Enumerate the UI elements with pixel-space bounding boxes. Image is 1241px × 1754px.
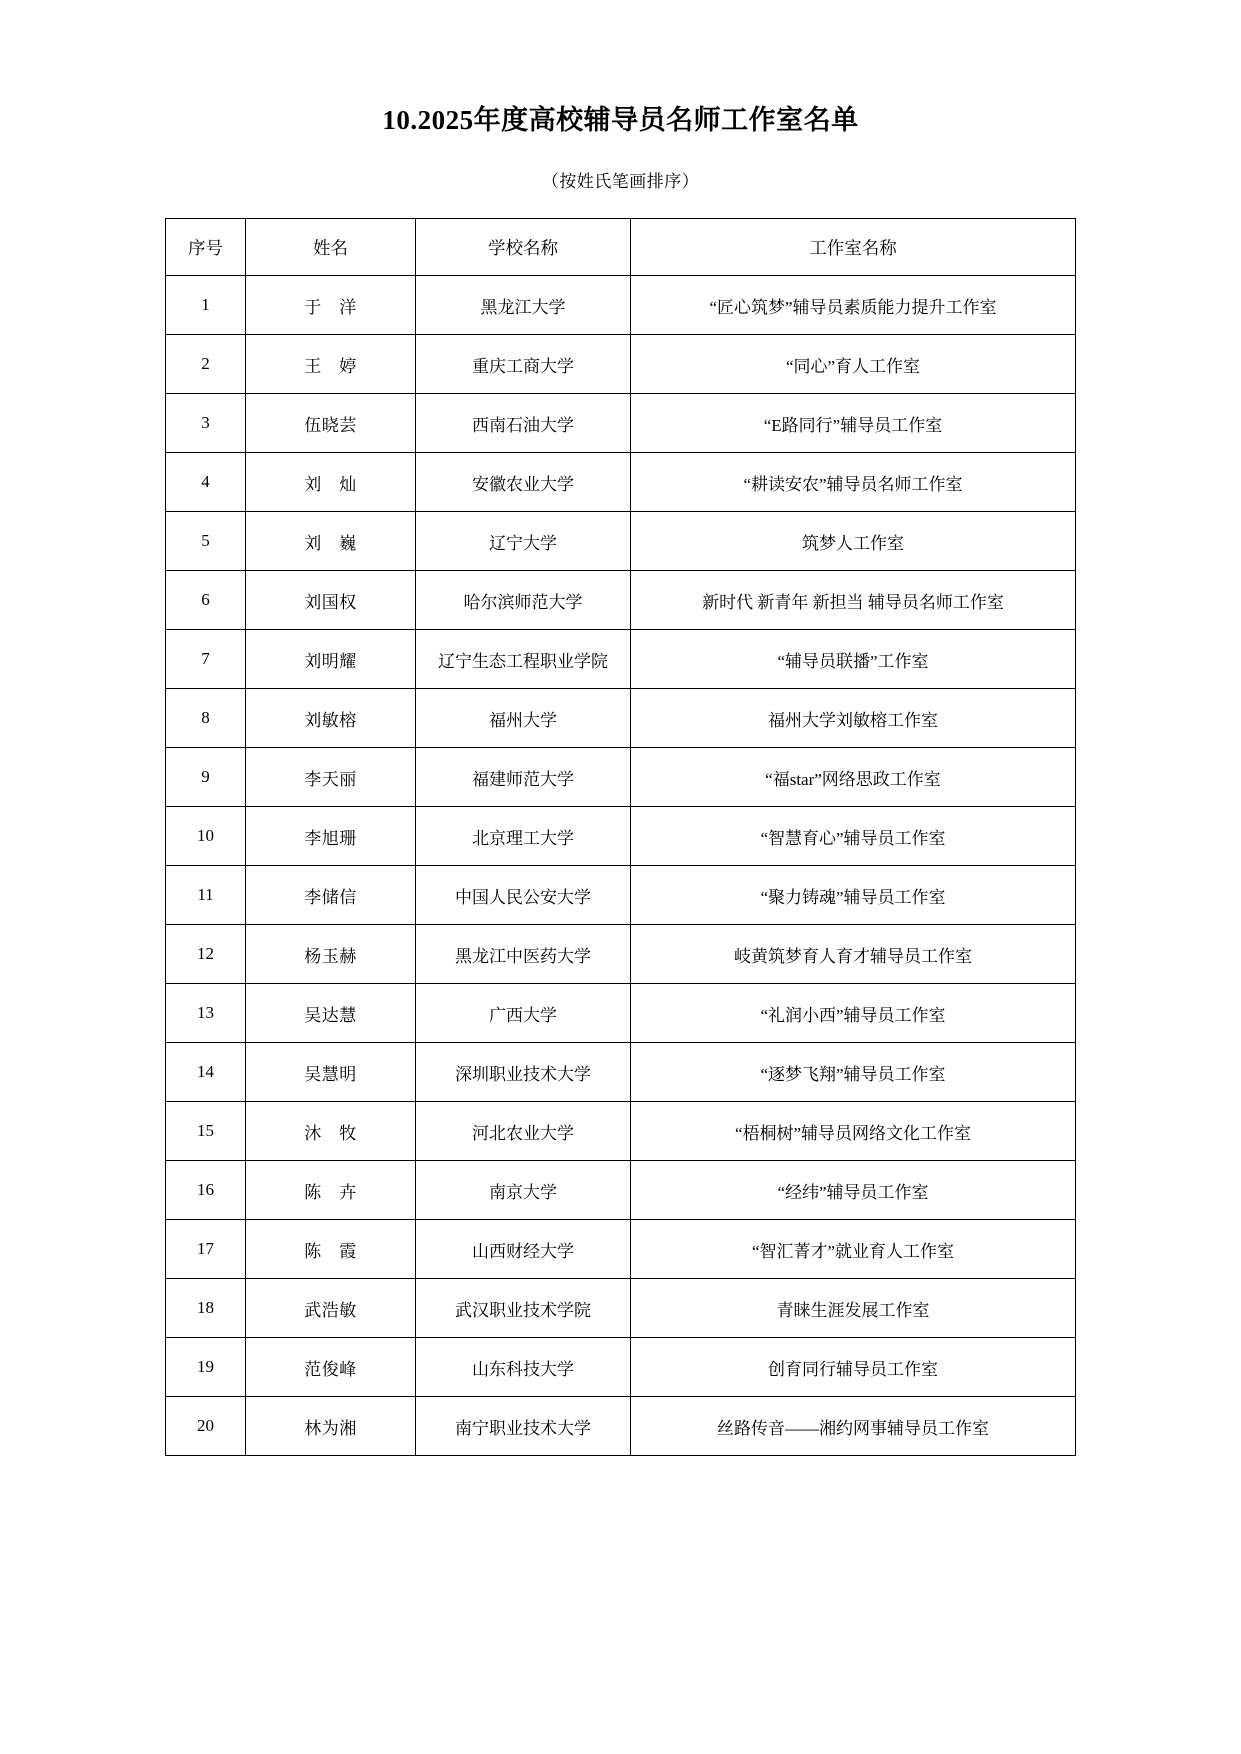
cell-index: 11 (166, 866, 246, 925)
cell-name: 吴慧明 (246, 1043, 416, 1102)
table-row (166, 689, 1076, 748)
cell-index: 18 (166, 1279, 246, 1338)
cell-studio: “礼润小西”辅导员工作室 (631, 984, 1076, 1043)
cell-name: 杨玉赫 (246, 925, 416, 984)
cell-studio: “匠心筑梦”辅导员素质能力提升工作室 (631, 276, 1076, 335)
cell-school: 深圳职业技术大学 (416, 1043, 631, 1102)
cell-studio: “同心”育人工作室 (631, 335, 1076, 394)
table-row (166, 453, 1076, 512)
cell-school: 山东科技大学 (416, 1338, 631, 1397)
cell-index: 12 (166, 925, 246, 984)
cell-index: 20 (166, 1397, 246, 1456)
cell-index: 3 (166, 394, 246, 453)
table-row (166, 512, 1076, 571)
column-header-name: 姓名 (246, 219, 416, 276)
table-row (166, 1043, 1076, 1102)
table-row (166, 1279, 1076, 1338)
cell-school: 武汉职业技术学院 (416, 1279, 631, 1338)
table-row (166, 1338, 1076, 1397)
table-row (166, 807, 1076, 866)
cell-name: 刘 灿 (246, 453, 416, 512)
cell-school: 中国人民公安大学 (416, 866, 631, 925)
cell-school: 南宁职业技术大学 (416, 1397, 631, 1456)
column-header-studio: 工作室名称 (631, 219, 1076, 276)
cell-studio: 丝路传音——湘约网事辅导员工作室 (631, 1397, 1076, 1456)
cell-studio: “智汇菁才”就业育人工作室 (631, 1220, 1076, 1279)
page-subtitle: （按姓氏笔画排序） (541, 172, 700, 191)
table-row (166, 1220, 1076, 1279)
cell-studio: 福州大学刘敏榕工作室 (631, 689, 1076, 748)
cell-index: 4 (166, 453, 246, 512)
cell-index: 19 (166, 1338, 246, 1397)
cell-name: 陈 卉 (246, 1161, 416, 1220)
cell-name: 刘国权 (246, 571, 416, 630)
cell-school: 黑龙江中医药大学 (416, 925, 631, 984)
table-row (166, 335, 1076, 394)
cell-index: 6 (166, 571, 246, 630)
cell-studio: 创育同行辅导员工作室 (631, 1338, 1076, 1397)
cell-studio: 青睐生涯发展工作室 (631, 1279, 1076, 1338)
cell-school: 南京大学 (416, 1161, 631, 1220)
cell-index: 7 (166, 630, 246, 689)
table-row (166, 276, 1076, 335)
cell-school: 广西大学 (416, 984, 631, 1043)
cell-name: 陈 霞 (246, 1220, 416, 1279)
cell-index: 5 (166, 512, 246, 571)
cell-name: 吴达慧 (246, 984, 416, 1043)
cell-name: 李天丽 (246, 748, 416, 807)
cell-name: 刘明耀 (246, 630, 416, 689)
cell-name: 李旭珊 (246, 807, 416, 866)
table-row (166, 571, 1076, 630)
cell-studio: 岐黄筑梦育人育才辅导员工作室 (631, 925, 1076, 984)
cell-school: 福建师范大学 (416, 748, 631, 807)
cell-name: 于 洋 (246, 276, 416, 335)
cell-studio: “梧桐树”辅导员网络文化工作室 (631, 1102, 1076, 1161)
cell-index: 14 (166, 1043, 246, 1102)
cell-name: 范俊峰 (246, 1338, 416, 1397)
cell-name: 沐 牧 (246, 1102, 416, 1161)
cell-studio: “耕读安农”辅导员名师工作室 (631, 453, 1076, 512)
cell-index: 9 (166, 748, 246, 807)
cell-school: 河北农业大学 (416, 1102, 631, 1161)
table-row (166, 1397, 1076, 1456)
cell-studio: “经纬”辅导员工作室 (631, 1161, 1076, 1220)
table-header-row (166, 219, 1076, 276)
cell-school: 辽宁生态工程职业学院 (416, 630, 631, 689)
cell-studio: “逐梦飞翔”辅导员工作室 (631, 1043, 1076, 1102)
cell-school: 西南石油大学 (416, 394, 631, 453)
cell-school: 安徽农业大学 (416, 453, 631, 512)
cell-studio: “E路同行”辅导员工作室 (631, 394, 1076, 453)
cell-name: 王 婷 (246, 335, 416, 394)
table-row (166, 394, 1076, 453)
table-row (166, 984, 1076, 1043)
cell-name: 伍晓芸 (246, 394, 416, 453)
cell-name: 李储信 (246, 866, 416, 925)
cell-school: 黑龙江大学 (416, 276, 631, 335)
cell-name: 刘敏榕 (246, 689, 416, 748)
cell-index: 16 (166, 1161, 246, 1220)
table-row (166, 748, 1076, 807)
cell-index: 10 (166, 807, 246, 866)
table-row (166, 866, 1076, 925)
cell-studio: “智慧育心”辅导员工作室 (631, 807, 1076, 866)
cell-studio: “福star”网络思政工作室 (631, 748, 1076, 807)
cell-index: 17 (166, 1220, 246, 1279)
cell-studio: “辅导员联播”工作室 (631, 630, 1076, 689)
cell-index: 2 (166, 335, 246, 394)
cell-school: 哈尔滨师范大学 (416, 571, 631, 630)
cell-index: 8 (166, 689, 246, 748)
cell-studio: “聚力铸魂”辅导员工作室 (631, 866, 1076, 925)
cell-school: 辽宁大学 (416, 512, 631, 571)
cell-name: 武浩敏 (246, 1279, 416, 1338)
roster-table (165, 218, 1076, 1456)
table-row (166, 1102, 1076, 1161)
cell-name: 刘 巍 (246, 512, 416, 571)
column-header-index: 序号 (166, 219, 246, 276)
cell-index: 15 (166, 1102, 246, 1161)
cell-index: 1 (166, 276, 246, 335)
column-header-school: 学校名称 (416, 219, 631, 276)
cell-name: 林为湘 (246, 1397, 416, 1456)
cell-studio: 筑梦人工作室 (631, 512, 1076, 571)
table-body (166, 276, 1076, 1456)
cell-school: 重庆工商大学 (416, 335, 631, 394)
table-row (166, 925, 1076, 984)
page-title: 10.2025年度高校辅导员名师工作室名单 (382, 105, 859, 135)
table-row (166, 630, 1076, 689)
table-row (166, 1161, 1076, 1220)
table-header (166, 219, 1076, 276)
cell-school: 北京理工大学 (416, 807, 631, 866)
cell-school: 山西财经大学 (416, 1220, 631, 1279)
cell-school: 福州大学 (416, 689, 631, 748)
cell-studio: 新时代 新青年 新担当 辅导员名师工作室 (631, 571, 1076, 630)
cell-index: 13 (166, 984, 246, 1043)
